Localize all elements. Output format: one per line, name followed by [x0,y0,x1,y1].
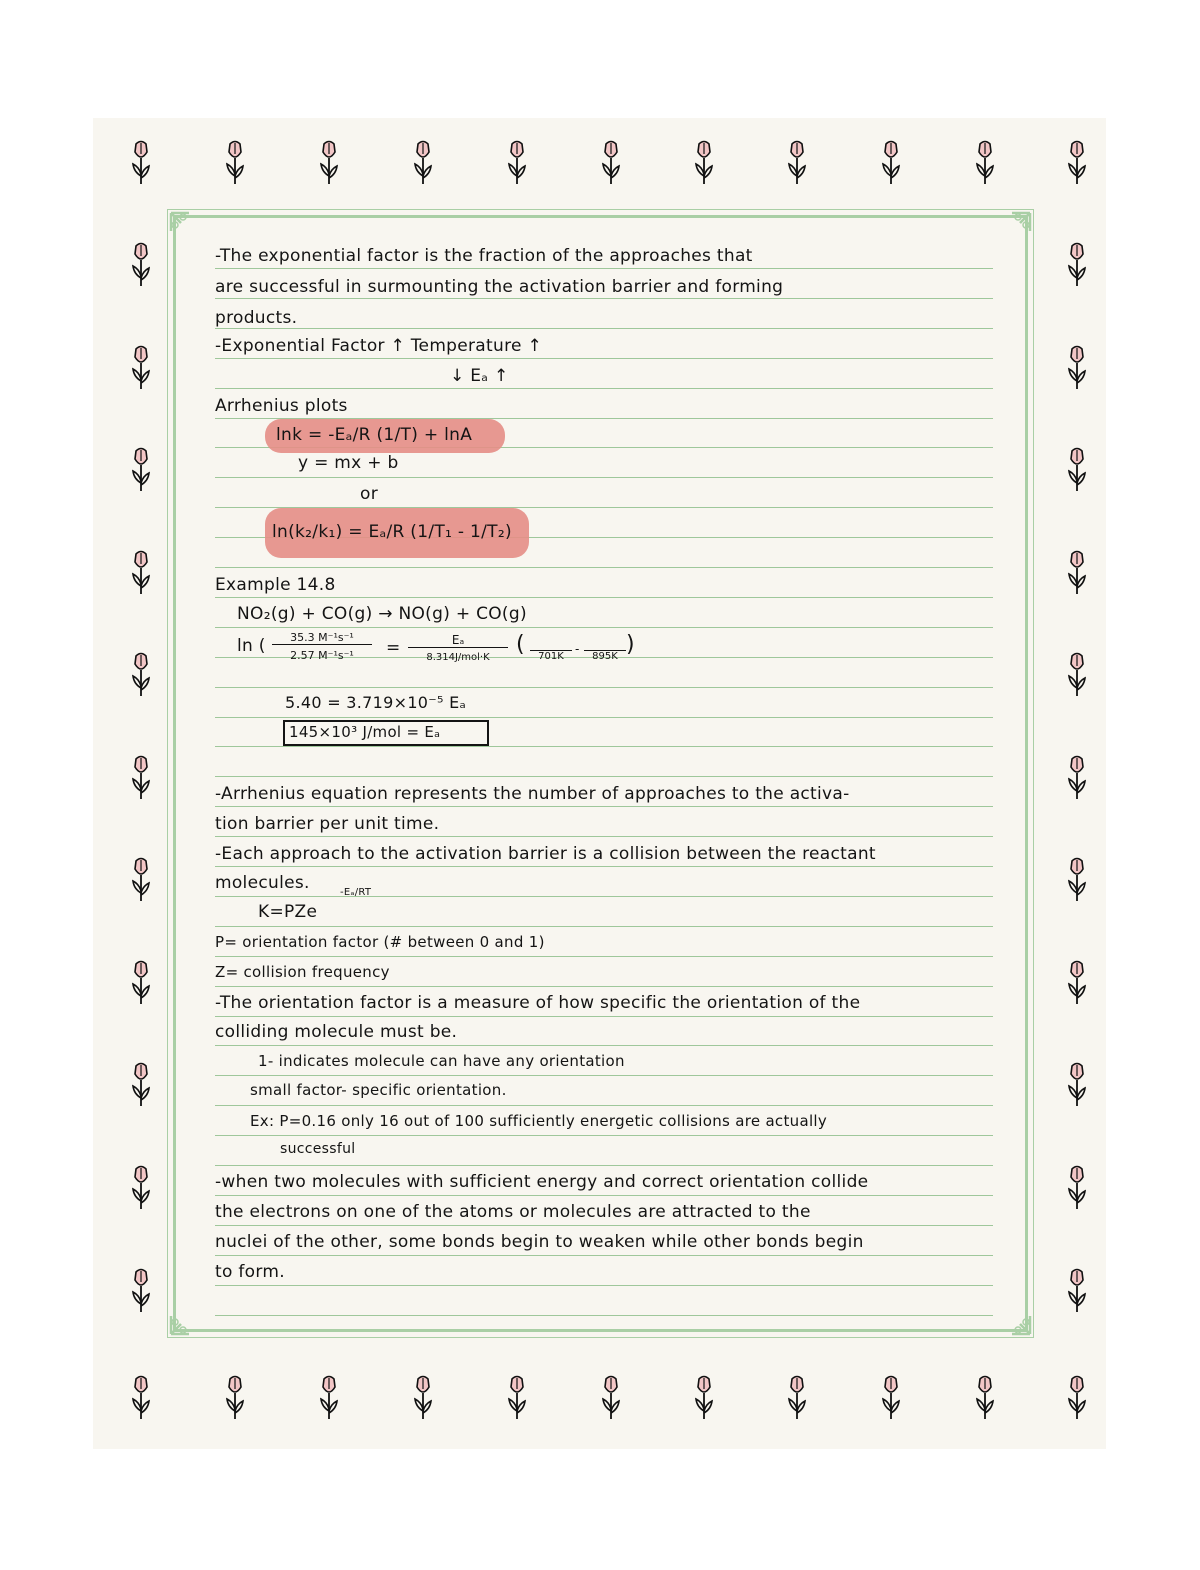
tulip-icon [412,1375,434,1421]
tulip-icon [318,1375,340,1421]
tulip-icon [130,1268,152,1314]
minus-sign: - [575,642,580,656]
paren-open: ( [516,632,525,657]
calc-t1: 701K [530,650,572,662]
note-line: 1- indicates molecule can have any orientation [258,1052,625,1070]
tulip-icon [1066,447,1088,493]
tulip-icon [1066,242,1088,288]
tulip-icon [506,140,528,186]
note-line: -The exponential factor is the fraction of the approaches that [215,246,753,266]
ruled-line [215,956,993,957]
tulip-icon [786,140,808,186]
tulip-icon [130,755,152,801]
ruled-line [215,836,993,837]
note-line: to form. [215,1262,285,1282]
ruled-line [215,1225,993,1226]
note-line: Ex: P=0.16 only 16 out of 100 sufficiently energetic collisions are actually [250,1112,828,1130]
arrhenius-equation: lnk = -Eₐ/R (1/T) + lnA [276,425,473,445]
note-line: are successful in surmounting the activation barrier and forming [215,277,784,297]
ruled-line [215,388,993,389]
calc-k2: 35.3 M⁻¹s⁻¹ [272,631,372,645]
note-line: -Exponential Factor ↑ Temperature ↑ [215,336,542,356]
note-line: successful [280,1141,356,1157]
ruled-line [215,328,993,329]
ruled-line [215,567,993,568]
tulip-icon [130,1375,152,1421]
tulip-icon [130,242,152,288]
formula-exponent: -Eₐ/RT [340,887,372,898]
ruled-line [215,746,993,747]
ruled-line [215,1285,993,1286]
corner-ornament-icon [1010,211,1032,233]
calc-ln: ln ( [237,636,266,656]
note-line: tion barrier per unit time. [215,814,440,834]
or-label: or [360,484,378,504]
calc-ea: Eₐ [408,633,508,648]
tulip-icon [1066,140,1088,186]
tulip-icon [974,140,996,186]
tulip-icon [600,1375,622,1421]
ruled-line [215,1315,993,1316]
tulip-icon [224,1375,246,1421]
ruled-line [215,986,993,987]
corner-ornament-icon [1010,1314,1032,1336]
ruled-line [215,717,993,718]
tulip-icon [974,1375,996,1421]
tulip-icon [130,550,152,596]
ruled-line [215,1075,993,1076]
ruled-line [215,358,993,359]
note-line: colliding molecule must be. [215,1022,458,1042]
corner-ornament-icon [169,211,191,233]
tulip-icon [1066,1165,1088,1211]
ruled-line [215,806,993,807]
tulip-icon [1066,345,1088,391]
tulip-icon [786,1375,808,1421]
note-line: -The orientation factor is a measure of how specific the orientation of the [215,993,861,1013]
ruled-line [215,597,993,598]
reaction-equation: NO₂(g) + CO(g) → NO(g) + CO(g) [237,604,527,624]
note-line: P= orientation factor (# between 0 and 1) [215,933,545,951]
tulip-icon [693,1375,715,1421]
tulip-icon [318,140,340,186]
tulip-icon [506,1375,528,1421]
note-line: Z= collision frequency [215,963,390,981]
ruled-line [215,926,993,927]
corner-ornament-icon [169,1314,191,1336]
note-line: molecules. [215,873,310,893]
ruled-line [215,687,993,688]
tulip-icon [1066,1062,1088,1108]
ruled-line [215,1195,993,1196]
tulip-icon [1066,857,1088,903]
calc-t2: 895K [584,650,626,662]
note-line: nuclei of the other, some bonds begin to weaken while other bonds begin [215,1232,864,1252]
ruled-line [215,896,993,897]
tulip-icon [880,140,902,186]
ruled-line [215,477,993,478]
ruled-line [215,1165,993,1166]
ruled-lines [215,232,993,1292]
calc-result: 145×10³ J/mol = Eₐ [289,723,441,741]
note-line: small factor- specific orientation. [250,1081,507,1099]
tulip-icon [130,857,152,903]
tulip-icon [880,1375,902,1421]
ruled-line [215,1045,993,1046]
tulip-icon [224,140,246,186]
note-line: ↓ Eₐ ↑ [450,366,509,386]
ruled-line [215,1255,993,1256]
tulip-icon [130,140,152,186]
tulip-icon [130,345,152,391]
calc-equals: = [386,638,401,658]
ruled-line [215,268,993,269]
ruled-line [215,1016,993,1017]
tulip-icon [693,140,715,186]
tulip-icon [1066,1375,1088,1421]
note-line: -Each approach to the activation barrier is a collision between the reactant [215,844,876,864]
tulip-icon [130,1062,152,1108]
tulip-icon [1066,960,1088,1006]
ruled-line [215,776,993,777]
two-point-equation: ln(k₂/k₁) = Eₐ/R (1/T₁ - 1/T₂) [272,522,512,542]
ruled-line [215,627,993,628]
tulip-icon [130,447,152,493]
calc-step: 5.40 = 3.719×10⁻⁵ Eₐ [285,693,467,712]
tulip-icon [1066,1268,1088,1314]
paren-close: ) [626,632,635,657]
tulip-icon [130,652,152,698]
linear-form: y = mx + b [298,453,399,473]
note-line: -Arrhenius equation represents the number of approaches to the activa- [215,784,850,804]
ruled-line [215,1105,993,1106]
ruled-line [215,298,993,299]
collision-formula: K=PZe [258,902,318,922]
calc-r: 8.314J/mol·K [426,652,490,663]
tulip-icon [1066,755,1088,801]
example-title: Example 14.8 [215,575,336,595]
tulip-icon [130,1165,152,1211]
section-heading: Arrhenius plots [215,396,348,416]
note-line: -when two molecules with sufficient energy and correct orientation collide [215,1172,869,1192]
tulip-icon [412,140,434,186]
tulip-icon [600,140,622,186]
ruled-line [215,1135,993,1136]
calc-k1: 2.57 M⁻¹s⁻¹ [290,649,354,662]
tulip-icon [1066,550,1088,596]
ruled-line [215,866,993,867]
note-line: the electrons on one of the atoms or molecules are attracted to the [215,1202,811,1222]
note-line: products. [215,308,298,328]
tulip-icon [1066,652,1088,698]
tulip-icon [130,960,152,1006]
